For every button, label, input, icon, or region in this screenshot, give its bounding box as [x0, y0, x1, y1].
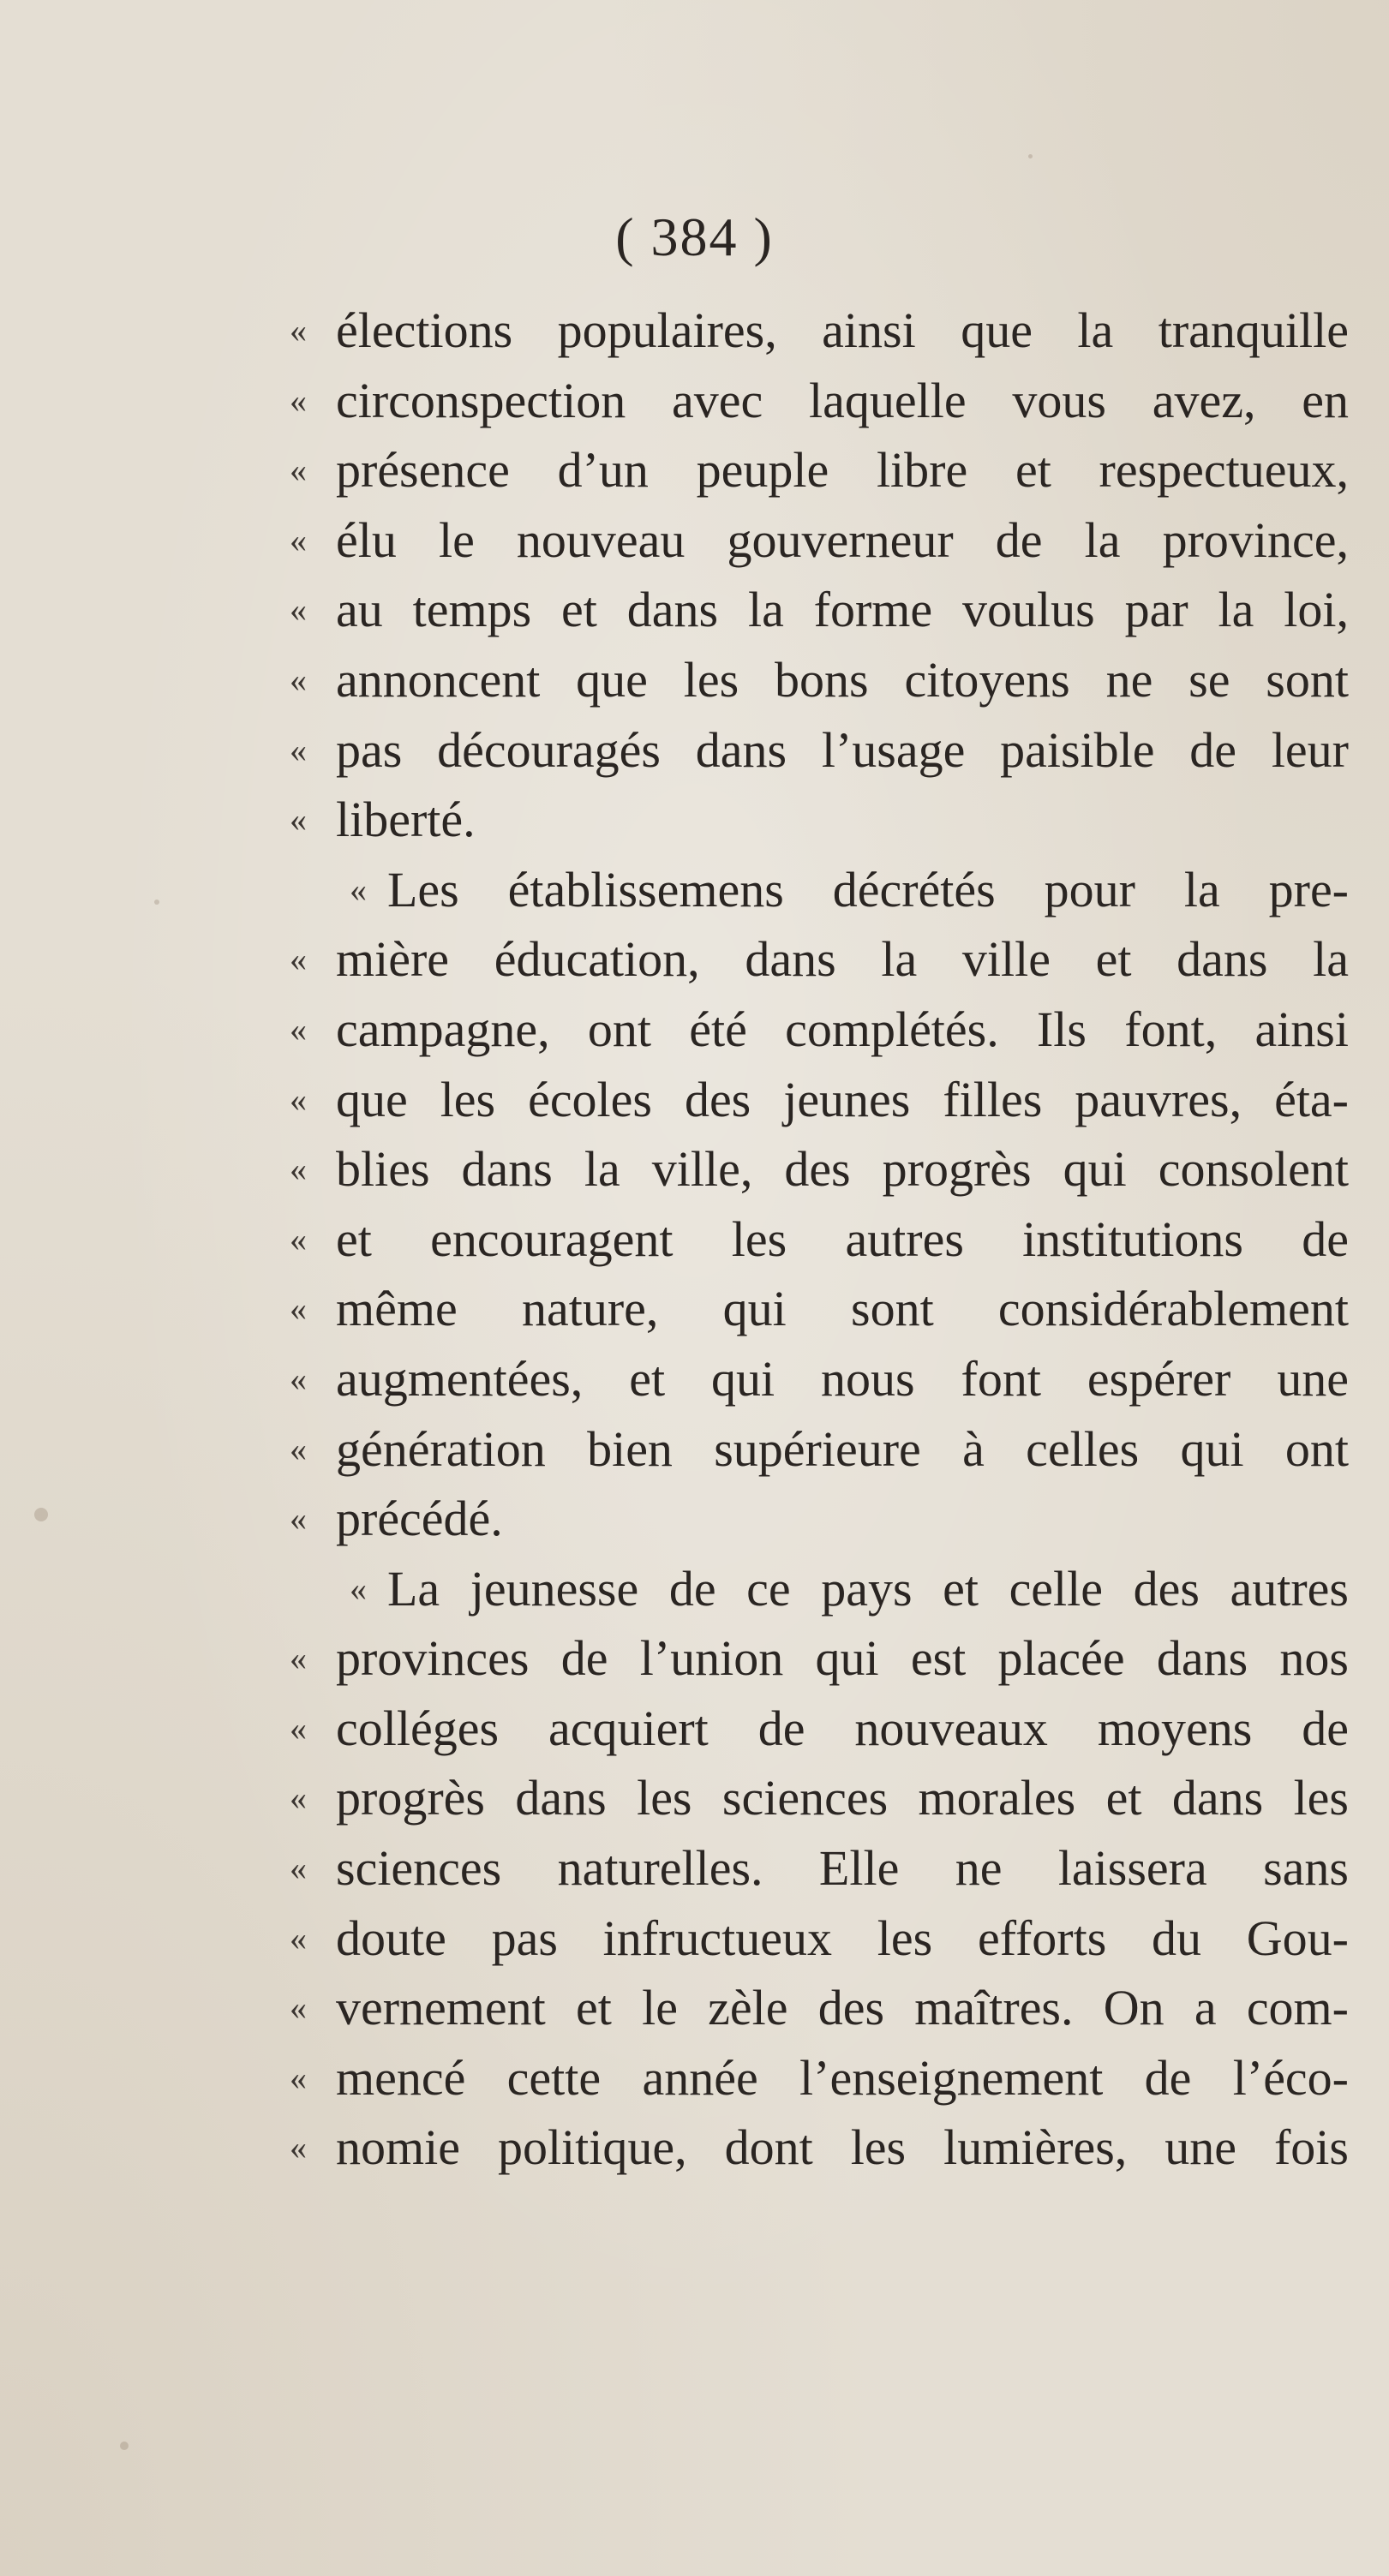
quote-mark: «	[290, 1849, 307, 1888]
quote-mark: «	[290, 940, 307, 979]
paper-blemish	[1028, 154, 1033, 158]
line-text: présence d’un peuple libre et respectueux,	[336, 442, 1349, 499]
quote-mark: «	[290, 800, 307, 840]
text-line	[290, 855, 1349, 925]
quote-mark: «	[290, 1639, 307, 1678]
line-text: blies dans la ville, des progrès qui consolent	[336, 1141, 1349, 1198]
line-text: pas découragés dans l’usage paisible de leur	[336, 721, 1349, 778]
quote-mark: «	[350, 1569, 367, 1608]
quote-mark: «	[290, 451, 307, 490]
line-text: précédé.	[336, 1491, 503, 1547]
quote-mark: «	[290, 520, 307, 559]
line-text: provinces de l’union qui est placée dans nos	[336, 1630, 1349, 1687]
text-line	[290, 435, 1349, 505]
quote-mark: «	[290, 1289, 307, 1329]
text-line	[290, 1554, 1349, 1624]
body-text	[290, 296, 1349, 2183]
text-line	[290, 1274, 1349, 1344]
line-text: et encouragent les autres institutions de	[336, 1210, 1349, 1267]
line-text: circonspection avec laquelle vous avez, en	[336, 372, 1349, 428]
paper-blemish	[154, 900, 159, 905]
text-line	[290, 715, 1349, 786]
quote-mark: «	[350, 870, 367, 909]
line-text: campagne, ont été complétés. Ils font, ainsi	[336, 1001, 1349, 1057]
text-line	[290, 1414, 1349, 1485]
quote-mark: «	[290, 1359, 307, 1398]
line-text: doute pas infructueux les efforts du Gou-	[336, 1910, 1349, 1966]
quote-mark: «	[290, 1778, 307, 1818]
quote-mark: «	[290, 660, 307, 699]
text-line	[290, 1134, 1349, 1204]
quote-mark: «	[290, 1150, 307, 1189]
line-text: mencé cette année l’enseignement de l’éco-	[336, 2049, 1349, 2106]
paper-blemish	[120, 2442, 129, 2450]
paper-blemish	[34, 1508, 48, 1521]
line-text: vernement et le zèle des maîtres. On a com-	[336, 1980, 1349, 2036]
line-text: mière éducation, dans la ville et dans la	[336, 931, 1349, 988]
quote-mark: «	[290, 1708, 307, 1748]
line-text: nomie politique, dont les lumières, une fois	[336, 2119, 1349, 2176]
text-line	[290, 1204, 1349, 1275]
quote-mark: «	[290, 1219, 307, 1258]
quote-mark: «	[290, 380, 307, 420]
quote-mark: «	[290, 1009, 307, 1049]
line-text: même nature, qui sont considérablement	[336, 1281, 1349, 1337]
quote-mark: «	[290, 1499, 307, 1539]
quote-mark: «	[290, 2128, 307, 2167]
quote-mark: «	[290, 730, 307, 769]
text-line	[290, 1623, 1349, 1694]
line-text: au temps et dans la forme voulus par la loi,	[336, 582, 1349, 638]
text-line	[290, 924, 1349, 995]
quote-mark: «	[290, 2058, 307, 2097]
line-text: colléges acquiert de nouveaux moyens de	[336, 1700, 1349, 1756]
line-text: Les établissemens décrétés pour la pre-	[387, 861, 1349, 917]
text-line	[290, 1973, 1349, 2043]
text-line	[290, 1833, 1349, 1904]
quote-mark: «	[290, 1429, 307, 1468]
text-line	[290, 1763, 1349, 1833]
quote-mark: «	[290, 1918, 307, 1957]
quote-mark: «	[290, 1079, 307, 1119]
text-line	[290, 366, 1349, 436]
line-text: La jeunesse de ce pays et celle des autres	[387, 1560, 1349, 1617]
line-text: génération bien supérieure à celles qui ont	[336, 1420, 1349, 1477]
text-line	[290, 1904, 1349, 1974]
text-line	[290, 1484, 1349, 1554]
line-text: que les écoles des jeunes filles pauvres, éta-	[336, 1071, 1349, 1127]
line-text: liberté.	[336, 792, 476, 848]
text-line	[290, 2113, 1349, 2183]
text-line	[290, 296, 1349, 366]
text-line	[290, 505, 1349, 576]
line-text: élu le nouveau gouverneur de la province,	[336, 511, 1349, 568]
quote-mark: «	[290, 590, 307, 630]
text-line	[290, 575, 1349, 645]
quote-mark: «	[290, 311, 307, 350]
line-text: augmentées, et qui nous font espérer une	[336, 1350, 1349, 1407]
text-line	[290, 645, 1349, 715]
line-text: annoncent que les bons citoyens ne se sont	[336, 651, 1349, 708]
line-text: élections populaires, ainsi que la tranquille	[336, 302, 1349, 358]
text-line	[290, 1694, 1349, 1764]
quote-mark: «	[290, 1988, 307, 2028]
text-line	[290, 1065, 1349, 1135]
text-line	[290, 785, 1349, 855]
line-text: progrès dans les sciences morales et dans les	[336, 1770, 1349, 1826]
page-number: ( 384 )	[615, 206, 774, 267]
text-line	[290, 1344, 1349, 1414]
text-line	[290, 995, 1349, 1065]
line-text: sciences naturelles. Elle ne laissera sans	[336, 1840, 1349, 1897]
text-line	[290, 2043, 1349, 2113]
